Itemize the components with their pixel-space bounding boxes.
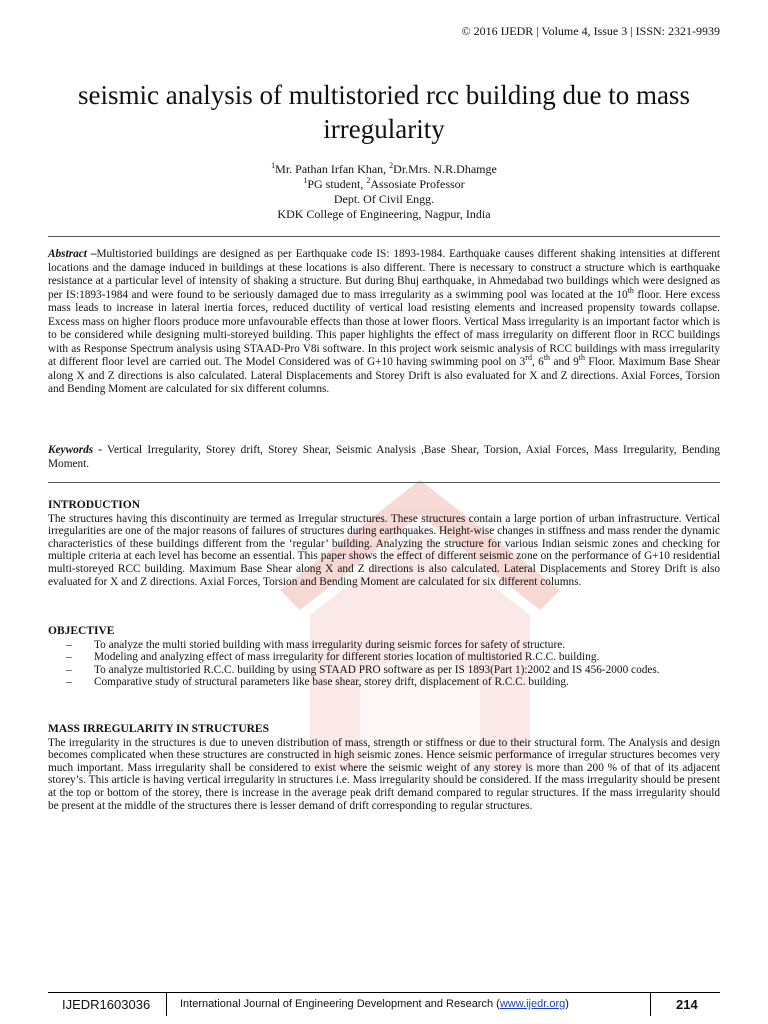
keywords-label: Keywords - xyxy=(48,444,103,456)
introduction-section xyxy=(48,499,720,588)
bullet-dash: – xyxy=(66,676,72,689)
footer-separator xyxy=(166,992,167,1016)
bullet-dash: – xyxy=(66,663,72,676)
author-names: $^1$Mr. Pathan Irfan Khan, $^2$Dr.Mrs. N.R.Dhamge xyxy=(271,161,497,176)
top-divider xyxy=(48,236,720,237)
abstract: Abstract –Multistoried buildings are designed as per Earthquake code IS: 1893-1984. Earthquake causes different shaking intensities at different locations and the damage induced in buildings at these locations is also different. There is necessary to construct a structure which is earthquake resistance at a particular level of intensity of shaking a structure. But during Bhuj earthquake, in Ahmedabad two buildings which were designed as per IS:1893-1984 and were found to be seriously damaged due to mass irregularity as a swimming pool was located at the 10th floor. Here excess mass leads to increase in lateral inertia forces, reduced ductility of vertical load resisting elements and increased propensity towards collapse. Excess mass on higher floors produce more unfavourable effects than those at lower floors. Vertical Mass irregularity is an important factor which is to be considered while designing multi-storeyed building. This paper highlights the effect of mass irregularity on different floor in RCC buildings with as Response Spectrum analysis using STAAD-Pro V8i software. In this project work seismic analysis of RCC buildings with mass irregularity at different floor level are carried out. The Model Considered was of G+10 having swimming pool on 3rd, 6th and 9th Floor. Maximum Base Shear along X and Z directions is also calculated. Lateral Displacements and Storey Drift is also evaluated for X and Z directions. Axial Forces, Torsion and Bending Moment are calculated for six different columns. xyxy=(48,248,721,395)
list-item: – To analyze multistoried R.C.C. building by using STAAD PRO software as per IS 1893(Part 1):2002 and IS 456-2000 codes. xyxy=(66,663,660,676)
journal-name: International Journal of Engineering Development and Research (www.ijedr.org) xyxy=(180,998,569,1010)
page-number: 214 xyxy=(676,997,698,1012)
list-item: – To analyze the multi storied building with mass irregularity during seismic forces for safety of structure. xyxy=(66,638,566,651)
list-item: – Modeling and analyzing effect of mass irregularity for different stories location of multistoried R.C.C. building. xyxy=(66,651,600,664)
bullet-dash: – xyxy=(66,651,72,664)
mass-irregularity-heading: MASS IRREGULARITY IN STRUCTURES xyxy=(48,723,269,735)
journal-citation-header: © 2016 IJEDR | Volume 4, Issue 3 | ISSN: 2321-9939 xyxy=(461,24,720,38)
author-roles: $^1$PG student, $^2$Assosiate Professor xyxy=(303,176,465,191)
footer-rule xyxy=(48,992,720,993)
objective-section xyxy=(48,625,720,689)
objective-list xyxy=(48,639,720,689)
list-item: – Comparative study of structural parameters like base shear, storey drift, displacement of R.C.C. building. xyxy=(66,676,569,689)
author-block xyxy=(40,162,728,222)
author-department: Dept. Of Civil Engg. xyxy=(333,192,435,206)
bullet-dash: – xyxy=(66,638,72,651)
journal-website-link[interactable]: www.ijedr.org xyxy=(499,998,566,1010)
keywords-divider xyxy=(48,482,720,483)
footer-separator xyxy=(650,992,651,1016)
objective-heading: OBJECTIVE xyxy=(48,625,115,637)
keywords: Keywords - Vertical Irregularity, Storey drift, Storey Shear, Seismic Analysis ,Base Shear, Torsion, Axial Forces, Mass Irregularity, Bending Moment. xyxy=(48,444,720,470)
paper-title: seismic analysis of multistoried rcc building due to mass irregularity xyxy=(78,80,690,144)
mass-irregularity-body: The irregularity in the structures is due to uneven distribution of mass, strength or stiffness or due to their structural form. The Analysis and design becomes complicated when these structures are constructed in high seismic zones. Hence seismic performance of irregular structures becomes very much important. Mass irregularity shall be considered to exist where the seismic weight of any storey is more than 200 % of that of its adjacent storey’s. This article is having vertical irregularity in structures i.e. Mass irregularity should be considered. If the mass irregularity should be present at the top or bottom of the storey, there is increase in the average peak drift demand compared to regular structures. If the mass irregularity should be present at the middle of the structures there is lesser demand of drift corresponding to regular structures. xyxy=(48,736,720,812)
author-college: KDK College of Engineering, Nagpur, India xyxy=(277,207,491,221)
paper-id: IJEDR1603036 xyxy=(62,997,151,1012)
mass-irregularity-section xyxy=(48,723,720,812)
introduction-heading: INTRODUCTION xyxy=(48,499,141,511)
introduction-body: The structures having this discontinuity are termed as Irregular structures. These structures contain a large portion of urban infrastructure. Vertical irregularities are one of the major reasons of failures of structures during earthquakes. Height-wise changes in stiffness and mass render the dynamic characteristics of these buildings different from the ‘regular’ building. Analyzing the structure for various Indian seismic zones and checking for multiple criteria at each level has become an essential. This paper shows the effect of different seismic zone on the performance of G+10 residential multi-storeyed RCC building. Maximum Base Shear along X and Z directions is also calculated. Lateral Displacements and Storey Drift is also evaluated for X and Z directions. Axial Forces, Torsion and Bending Moment are calculated for six different columns. xyxy=(48,512,720,588)
abstract-label: Abstract – xyxy=(48,248,97,260)
page-footer xyxy=(48,992,720,1018)
